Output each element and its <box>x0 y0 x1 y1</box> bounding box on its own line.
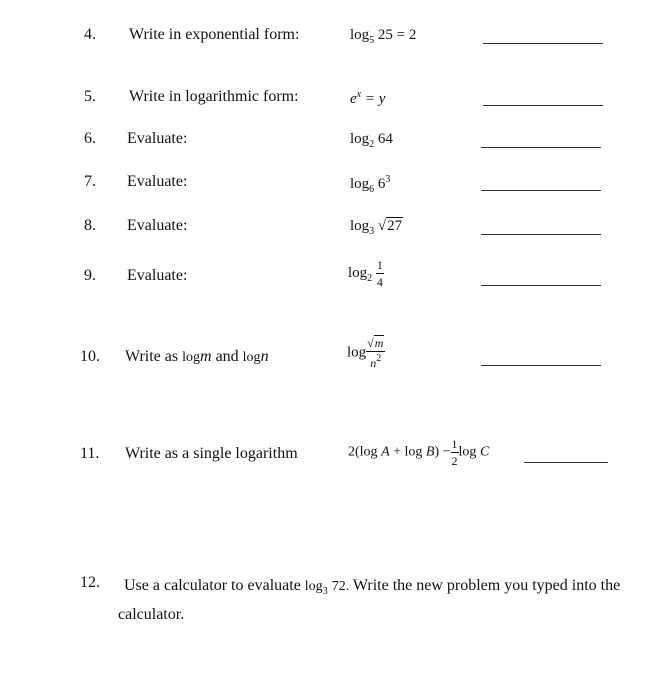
question-number: 6. <box>84 130 96 147</box>
question-text: Use a calculator to evaluate $\log_3 72$. Write the new problem you typed into the calculator. <box>118 577 621 623</box>
question-instruction: Evaluate: <box>127 173 188 190</box>
question-number: 5. <box>84 88 96 105</box>
answer-blank[interactable] <box>481 234 601 235</box>
answer-blank[interactable] <box>481 285 601 286</box>
question-instruction: Write as a single logarithm <box>125 445 298 462</box>
question-instruction: Write as logm and logn <box>125 348 269 365</box>
question-number: 7. <box>84 173 96 190</box>
math-expression: $\log_2$ $\frac{1}{4}$ <box>348 258 383 289</box>
answer-blank[interactable] <box>481 147 601 148</box>
math-expression: $\log_5 25 = 2$ <box>350 27 417 46</box>
answer-blank[interactable] <box>481 190 601 191</box>
answer-blank[interactable] <box>481 365 601 366</box>
question-instruction: Evaluate: <box>127 217 188 234</box>
question-number: 12. <box>80 574 100 591</box>
question-number: 8. <box>84 217 96 234</box>
question-number: 11. <box>80 445 100 462</box>
math-expression: $\log_6 6^3$ <box>350 174 391 195</box>
answer-blank[interactable] <box>483 105 603 106</box>
question-instruction: Evaluate: <box>127 130 188 147</box>
answer-blank[interactable] <box>483 43 603 44</box>
question-instruction: Write in exponential form: <box>129 26 300 43</box>
question-instruction: Evaluate: <box>127 267 188 284</box>
math-expression: log $\frac{√m}{n^2}$ <box>347 336 384 370</box>
math-expression: $\log_2 64$ <box>350 131 393 150</box>
question-number: 4. <box>84 26 96 43</box>
question-number: 10. <box>80 348 100 365</box>
math-expression: $e^x = y$ <box>350 89 386 107</box>
math-expression: $\log_3 √27$ <box>350 218 403 237</box>
question-number: 9. <box>84 267 96 284</box>
math-expression: 2(log A + log B) − $\frac{1}{2}$ log C <box>348 437 490 468</box>
answer-blank[interactable] <box>524 462 608 463</box>
question-instruction: Write in logarithmic form: <box>129 88 299 105</box>
